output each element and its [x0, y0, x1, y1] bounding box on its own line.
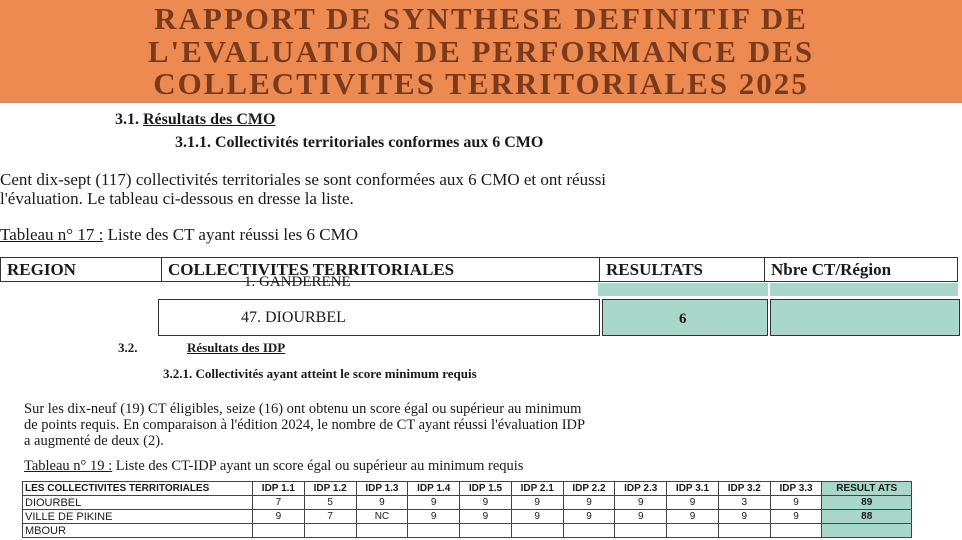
table-19-ct-name: MBOUR — [23, 524, 253, 538]
table-19-header-idp-1-3: IDP 1.3 — [356, 482, 408, 496]
table-17-partial-row — [0, 274, 958, 296]
table-19-caption-label: Tableau n° 19 : — [24, 458, 113, 474]
table-17-header-row — [1, 258, 958, 282]
table-19-ct-name: VILLE DE PIKINE — [23, 510, 253, 524]
table-19-header-idp-2-1: IDP 2.1 — [511, 482, 563, 496]
section-3-1-paragraph-line-2: l'évaluation. Le tableau ci-dessous en dresse la liste. — [0, 189, 354, 208]
section-3-2-title: Résultats des IDP — [187, 340, 286, 355]
table-19-cell: 9 — [511, 510, 563, 524]
table-19-header-idp-1-1: IDP 1.1 — [253, 482, 305, 496]
table-19-cell: 9 — [253, 510, 305, 524]
table-19-header-idp-3-2: IDP 3.2 — [718, 482, 770, 496]
table-19-cell — [615, 524, 667, 538]
table-row — [23, 524, 912, 538]
report-title-line-2: L'EVALUATION DE PERFORMANCE DES — [147, 34, 815, 69]
table-19-cell — [563, 524, 615, 538]
table-19-header-idp-3-3: IDP 3.3 — [770, 482, 822, 496]
table-19-cell: 9 — [511, 496, 563, 510]
table-17-partial-result-cell — [598, 283, 768, 296]
table-19-cell: 9 — [615, 510, 667, 524]
table-17-ct-cell — [158, 299, 600, 336]
table-19-cell: 9 — [667, 496, 719, 510]
table-19-cell: 9 — [356, 496, 408, 510]
table-17-header-count: Nbre CT/Région — [765, 258, 958, 282]
table-19-cell: 9 — [408, 496, 460, 510]
table-19-cell: 9 — [460, 510, 512, 524]
table-19-cell: NC — [356, 510, 408, 524]
section-3-2-paragraph-line-3: a augmenté de deux (2). — [24, 433, 164, 449]
report-title-line-1: RAPPORT DE SYNTHESE DEFINITIF DE — [154, 1, 808, 36]
section-3-1-heading — [115, 111, 275, 129]
report-title-line-3: COLLECTIVITES TERRITORIALES 2025 — [153, 66, 809, 101]
section-3-1-paragraph-line-1: Cent dix-sept (117) collectivités territoriales se sont conformées aux 6 CMO et ont réussi — [0, 170, 607, 189]
table-17-header-region: REGION — [1, 258, 162, 282]
table-17-partial-row-text: 1. GANDERENE — [244, 274, 351, 290]
table-19-caption-text: Liste des CT-IDP ayant un score égal ou supérieur au minimum requis — [115, 458, 524, 474]
table-17-header-ct: COLLECTIVITES TERRITORIALES — [162, 258, 600, 282]
table-17-count-cell — [770, 299, 960, 336]
table-19-header-idp-1-2: IDP 1.2 — [304, 482, 356, 496]
table-19-header-results: RESULT ATS — [822, 482, 912, 496]
table-19-cell — [304, 524, 356, 538]
table-row — [23, 510, 912, 524]
table-19-cell: 9 — [563, 510, 615, 524]
table-19-header-idp-3-1: IDP 3.1 — [667, 482, 719, 496]
table-19-header-row — [23, 482, 912, 496]
table-19-cell: 9 — [770, 496, 822, 510]
table-19-cell — [511, 524, 563, 538]
table-19-header-idp-1-5: IDP 1.5 — [460, 482, 512, 496]
table-19-header-idp-1-4: IDP 1.4 — [408, 482, 460, 496]
table-19-header-idp-2-2: IDP 2.2 — [563, 482, 615, 496]
section-3-1-1-heading — [175, 134, 543, 152]
table-17-row-result: 6 — [679, 311, 687, 327]
table-19-result-cell — [822, 524, 912, 538]
section-3-2-paragraph-line-2: de points requis. En comparaison à l'édition 2024, le nombre de CT ayant réussi l'évaluation IDP — [24, 417, 586, 433]
table-19-cell: 9 — [667, 510, 719, 524]
section-3-1-1-number: 3.1.1. — [175, 134, 211, 151]
table-19-caption — [24, 458, 523, 475]
table-17-result-cell — [602, 299, 768, 336]
table-17-caption — [0, 225, 358, 245]
table-19-cell: 5 — [304, 496, 356, 510]
table-19-header-idp-2-3: IDP 2.3 — [615, 482, 667, 496]
table-19-cell — [356, 524, 408, 538]
report-title-banner — [0, 0, 962, 103]
table-19-cell: 9 — [718, 510, 770, 524]
table-19-cell: 9 — [408, 510, 460, 524]
table-19-cell — [253, 524, 305, 538]
section-3-1-1-title: Collectivités territoriales conformes aux 6 CMO — [215, 134, 544, 151]
section-3-2-paragraph-line-1: Sur les dix-neuf (19) CT éligibles, seize (16) ont obtenu un score égal ou supérieur au minimum — [24, 401, 582, 417]
table-19-cell: 9 — [615, 496, 667, 510]
table-19 — [22, 481, 912, 538]
table-19-cell — [408, 524, 460, 538]
table-19-header-ct: LES COLLECTIVITES TERRITORIALES — [23, 482, 253, 496]
table-19-result-cell: 88 — [822, 510, 912, 524]
table-row — [23, 496, 912, 510]
table-19-cell: 9 — [563, 496, 615, 510]
table-17-header-results: RESULTATS — [600, 258, 765, 282]
table-19-ct-name: DIOURBEL — [23, 496, 253, 510]
section-3-2-1-title: 3.2.1. Collectivités ayant atteint le score minimum requis — [163, 366, 477, 381]
table-17-caption-text: Liste des CT ayant réussi les 6 CMO — [107, 225, 358, 244]
section-3-2-number: 3.2. — [118, 340, 138, 355]
table-19-cell — [770, 524, 822, 538]
table-19-cell: 7 — [304, 510, 356, 524]
section-3-1-number: 3.1. — [115, 111, 139, 128]
table-17-partial-count-cell — [770, 283, 958, 296]
table-19-cell — [460, 524, 512, 538]
table-19-cell — [667, 524, 719, 538]
section-3-1-title: Résultats des CMO — [143, 111, 276, 128]
table-17 — [0, 257, 958, 282]
table-19-cell: 9 — [460, 496, 512, 510]
table-19-cell — [718, 524, 770, 538]
table-19-cell: 7 — [253, 496, 305, 510]
table-17-row-item: 47. DIOURBEL — [241, 309, 346, 326]
table-19-cell: 9 — [770, 510, 822, 524]
table-19-cell: 3 — [718, 496, 770, 510]
table-19-result-cell: 89 — [822, 496, 912, 510]
table-17-caption-label: Tableau n° 17 : — [0, 225, 104, 244]
